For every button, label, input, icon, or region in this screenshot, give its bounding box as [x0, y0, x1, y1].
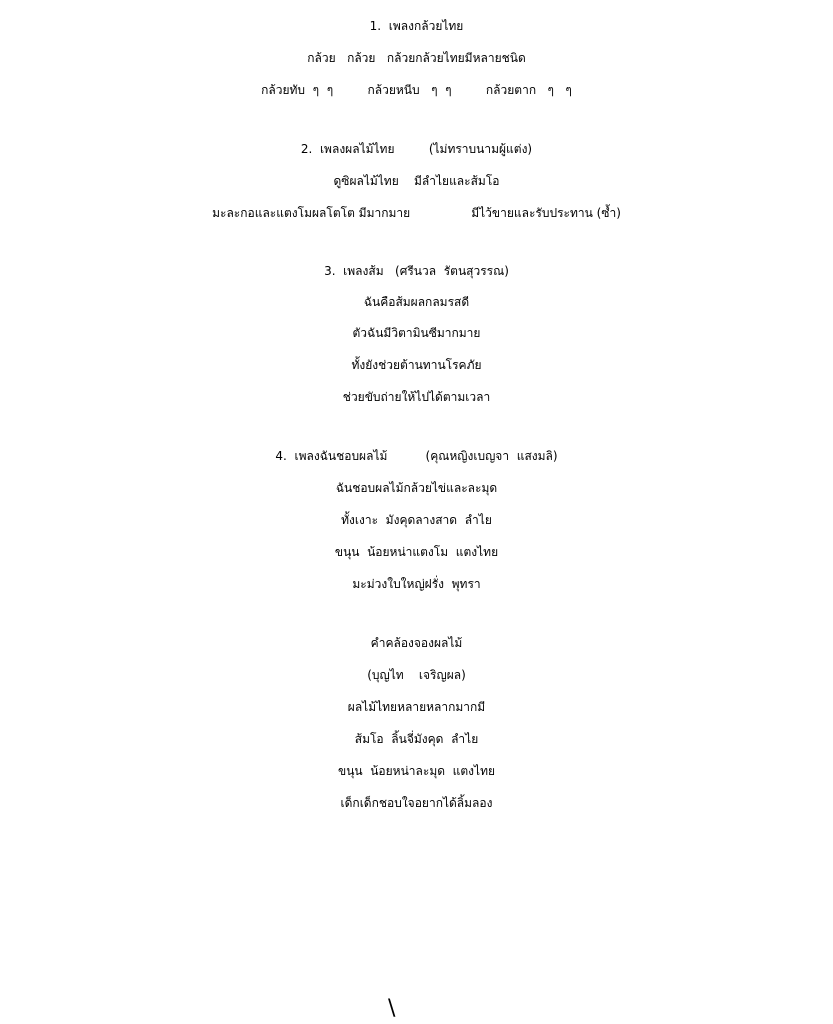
song-1-line-1: กล้วย กล้วย กล้วยกล้วยไทยมีหลายชนิด [307, 51, 526, 65]
song-3-heading: 3. เพลงส้ม (ศรีนวล รัตนสุวรรณ) [324, 264, 509, 278]
song-2-line-2: มะละกอและแตงโมผลโตโต มีมากมาย มีไว้ขายและรับประทาน (ซ้ำ) [212, 206, 621, 220]
poem-line-4: เด็กเด็กชอบใจอยากได้ลิ้มลอง [340, 796, 493, 810]
song-4-heading: 4. เพลงฉันชอบผลไม้ (คุณหญิงเบญจา แสงมลิ) [275, 449, 558, 463]
song-1-line-2: กล้วยทับ ๆ ๆ กล้วยหนีบ ๆ ๆ กล้วยตาก ๆ ๆ [261, 83, 572, 97]
song-3-line-2: ตัวฉันมีวิตามินซีมากมาย [352, 326, 481, 340]
page-number: \ [388, 996, 396, 1021]
song-4-line-1: ฉันชอบผลไม้กล้วยไข่และละมุด [335, 481, 498, 495]
song-3-line-3: ทั้งยังช่วยต้านทานโรคภัย [351, 358, 482, 372]
poem-line-3: ขนุน น้อยหน่าละมุด แตงไทย [337, 764, 496, 778]
song-4-line-4: มะม่วงใบใหญ่ฝรั่ง พุทรา [352, 577, 481, 591]
poem-author: (บุญไท เจริญผล) [367, 668, 466, 682]
song-3-line-4: ช่วยขับถ่ายให้ไปได้ตามเวลา [342, 390, 491, 404]
poem-title: คำคล้องจองผลไม้ [370, 636, 463, 650]
poem-line-2: ส้มโอ ลิ้นจี่มังคุด ลำไย [354, 732, 479, 746]
song-1-heading: 1. เพลงกล้วยไทย [369, 19, 464, 33]
poem-line-1: ผลไม้ไทยหลายหลากมากมี [347, 700, 486, 714]
song-3-line-1: ฉันคือส้มผลกลมรสดี [363, 295, 470, 309]
song-2-heading: 2. เพลงผลไม้ไทย (ไม่ทราบนามผู้แต่ง) [300, 142, 533, 156]
song-2-line-1: ดูซิผลไม้ไทย มีลำไยและส้มโอ [333, 174, 500, 188]
song-4-line-3: ขนุน น้อยหน่าแตงโม แตงไทย [334, 545, 499, 559]
song-4-line-2: ทั้งเงาะ มังคุดลางสาด ลำไย [341, 513, 492, 527]
